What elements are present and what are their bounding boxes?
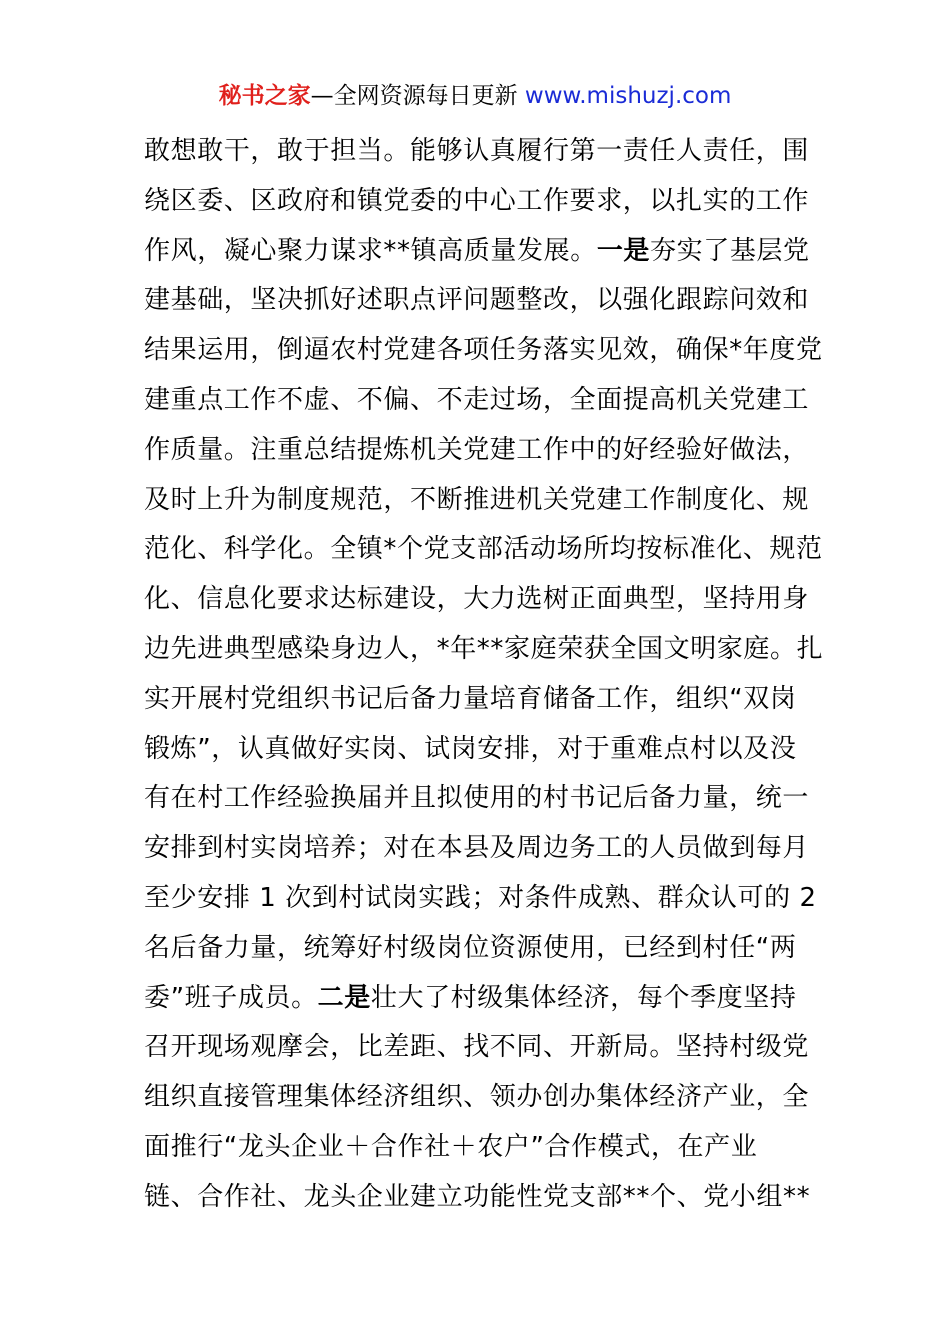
line-text: 建重点工作不虚、不偏、不走过场，全面提高机关党建工 (144, 384, 810, 415)
line-text: 敢想敢干，敢于担当。能够认真履行第一责任人责任，围 (144, 136, 810, 166)
line-text: 及时上升为制度规范，不断推进机关党建工作制度化、规 (144, 484, 810, 515)
line-text: 实开展村党组织书记后备力量培育储备工作，组织“双岗 (144, 683, 797, 714)
line-text: 边先进典型感染身边人，*年**家庭荣获全国文明家庭。扎 (144, 633, 824, 664)
text-line (144, 725, 808, 775)
line-text: 名后备力量，统筹好村级岗位资源使用，已经到村任“两 (144, 932, 797, 963)
line-text: 结果运用，倒逼农村党建各项任务落实见效，确保*年度党 (144, 335, 823, 366)
line-text: 组织直接管理集体经济组织、领办创办集体经济产业，全 (144, 1082, 810, 1113)
site-header (0, 80, 950, 112)
text-line (144, 1173, 811, 1223)
text-line (144, 177, 808, 227)
text-line (144, 924, 808, 974)
text-line (144, 974, 808, 1024)
line-text: 有在村工作经验换届并且拟使用的村书记后备力量，统一 (144, 783, 810, 814)
line-text: 面推行“龙头企业＋合作社＋农户”合作模式，在产业 (144, 1131, 758, 1162)
line-text: 绕区委、区政府和镇党委的中心工作要求，以扎实的工作 (144, 185, 810, 216)
text-line (144, 326, 823, 376)
text-line (144, 874, 817, 924)
line-text: 召开现场观摩会，比差距、找不同、开新局。坚持村级党 (144, 1032, 810, 1063)
text-line (144, 625, 824, 675)
line-text: 作风，凝心聚力谋求**镇高质量发展。 (144, 235, 597, 266)
line-text: 建基础，坚决抓好述职点评问题整改，以强化跟踪问效和 (144, 285, 810, 316)
site-url: www.mishuzj.com (524, 83, 732, 109)
text-line (144, 227, 808, 277)
line-text: 作质量。注重总结提炼机关党建工作中的好经验好做法， (144, 434, 810, 465)
line-text: 委”班子成员。 (144, 982, 318, 1013)
text-line (144, 774, 808, 824)
text-line (144, 426, 808, 476)
text-line (144, 1023, 808, 1073)
text-line (144, 1073, 808, 1123)
line-text: 壮大了村级集体经济，每个季度坚持 (370, 982, 797, 1013)
item-marker-second: 二是 (317, 982, 371, 1013)
text-line (144, 376, 808, 426)
line-text: 夯实了基层党 (650, 235, 810, 266)
text-line (144, 575, 808, 625)
text-line (144, 127, 808, 177)
line-text: 锻炼”，认真做好实岗、试岗安排，对于重难点村以及没 (144, 733, 797, 764)
text-line (144, 476, 808, 526)
line-text: 化、信息化要求达标建设，大力选树正面典型，坚持用身 (144, 584, 810, 615)
site-brand: 秘书之家 (218, 83, 311, 109)
text-line (144, 675, 808, 725)
site-tagline: —全网资源每日更新 (310, 83, 525, 109)
item-marker-first: 一是 (596, 235, 651, 266)
text-line (144, 525, 823, 575)
line-text: 链、合作社、龙头企业建立功能性党支部**个、党小组** (144, 1181, 811, 1212)
text-line (144, 824, 808, 874)
line-text: 至少安排 1 次到村试岗实践；对条件成熟、群众认可的 2 (144, 882, 817, 913)
document-body (144, 127, 824, 1223)
text-line (144, 1123, 808, 1173)
line-text: 安排到村实岗培养；对在本县及周边务工的人员做到每月 (144, 833, 810, 864)
line-text: 范化、科学化。全镇*个党支部活动场所均按标准化、规范 (144, 534, 823, 565)
text-line (144, 276, 808, 326)
